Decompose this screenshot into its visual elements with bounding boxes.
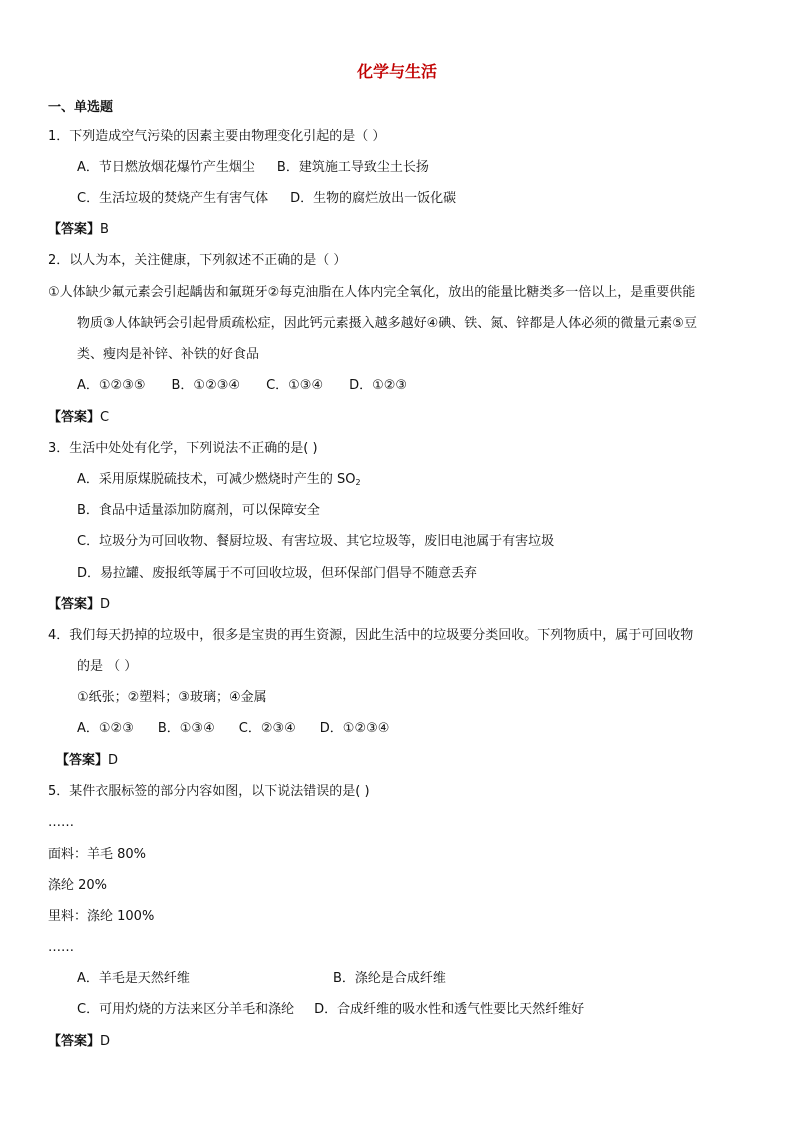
q5-options-row1 [77,969,446,989]
q2-answer [48,408,109,428]
q3-option-a [77,470,361,493]
q2-statement-line1: ①人体缺少氟元素会引起龋齿和氟斑牙②每克油脂在人体内完全氧化，放出的能量比糖类多一倍以上，是重要供能 [48,285,696,300]
q5-option-b: B．涤纶是合成纤维 [333,971,446,986]
q4-option-c: C．②③④ [238,721,296,736]
q1-answer [48,220,109,240]
q5-label-fabric: 面料：羊毛 80% [48,847,147,862]
q3-option-c: C．垃圾分为可回收物、餐厨垃圾、有害垃圾、其它垃圾等，废旧电池属于有害垃圾 [77,534,555,549]
q3-option-a-subscript: 2 [355,478,361,487]
q4-items: ①纸张；②塑料；③玻璃；④金属 [77,690,267,705]
q2-option-c: C．①③④ [266,378,324,393]
q4-answer [56,751,118,771]
q3-stem: 3．生活中处处有化学，下列说法不正确的是( ) [48,441,318,456]
q3-answer [48,595,110,615]
answer-label: 【答案】 [48,410,101,425]
q1-option-b: B．建筑施工导致尘土长扬 [276,160,429,175]
q2-option-d: D．①②③ [349,378,408,393]
q5-option-c: C．可用灼烧的方法来区分羊毛和涤纶 [77,1002,295,1017]
q4-options [77,719,389,739]
answer-label: 【答案】 [48,597,101,612]
answer-label: 【答案】 [56,753,109,768]
q5-stem: 5．某件衣服标签的部分内容如图，以下说法错误的是( ) [48,784,370,799]
q4-stem-line1: 4．我们每天扔掉的垃圾中，很多是宝贵的再生资源，因此生活中的垃圾要分类回收。下列物质中，属于可回收物 [48,628,694,643]
q5-label-ellipsis-top: …… [48,815,74,830]
q4-stem-line2: 的是 （ ） [77,659,138,674]
q1-option-d: D．生物的腐烂放出一饭化碳 [290,191,457,206]
q5-label-polyester: 涤纶 20% [48,878,108,893]
q2-option-b: B．①②③④ [171,378,241,393]
q2-options [77,376,407,396]
q4-option-b: B．①③④ [157,721,215,736]
q5-options-row2 [77,1000,584,1020]
q2-stem: 2．以人为本，关注健康，下列叙述不正确的是（ ） [48,253,347,268]
q5-answer [48,1032,110,1052]
q4-option-d: D．①②③④ [319,721,390,736]
q3-option-a-text: A．采用原煤脱硫技术，可减少燃烧时产生的 SO [77,472,356,487]
q1-answer-value: B [100,222,109,237]
q1-stem: 1．下列造成空气污染的因素主要由物理变化引起的是（ ） [48,129,386,144]
q5-answer-value: D [100,1034,111,1049]
q3-answer-value: D [100,597,111,612]
q3-option-d: D．易拉罐、废报纸等属于不可回收垃圾，但环保部门倡导不随意丢弃 [77,566,478,581]
q2-option-a: A．①②③⑤ [77,378,146,393]
q1-options-row1 [77,158,429,178]
q4-option-a: A．①②③ [77,721,134,736]
answer-label: 【答案】 [48,222,101,237]
q5-label-lining: 里料：涤纶 100% [48,909,155,924]
q2-answer-value: C [100,410,110,425]
q2-statement-line2: 物质③人体缺钙会引起骨质疏松症，因此钙元素摄入越多越好④碘、铁、氮、锌都是人体必须的微量元素⑤豆 [77,316,697,331]
q5-option-a: A．羊毛是天然纤维 [77,971,190,986]
q1-options-row2 [77,189,456,209]
q4-answer-value: D [108,753,119,768]
q5-option-d: D．合成纤维的吸水性和透气性要比天然纤维好 [314,1002,585,1017]
q2-statement-line3: 类、瘦肉是补锌、补铁的好食品 [77,347,260,362]
q1-option-a: A．节日燃放烟花爆竹产生烟尘 [77,160,255,175]
q3-option-b: B．食品中适量添加防腐剂，可以保障安全 [77,503,320,518]
section-heading: 一、单选题 [48,100,114,115]
q1-option-c: C．生活垃圾的焚烧产生有害气体 [77,191,269,206]
page-title: 化学与生活 [356,62,437,81]
answer-label: 【答案】 [48,1034,101,1049]
q5-label-ellipsis-bottom: …… [48,940,74,955]
